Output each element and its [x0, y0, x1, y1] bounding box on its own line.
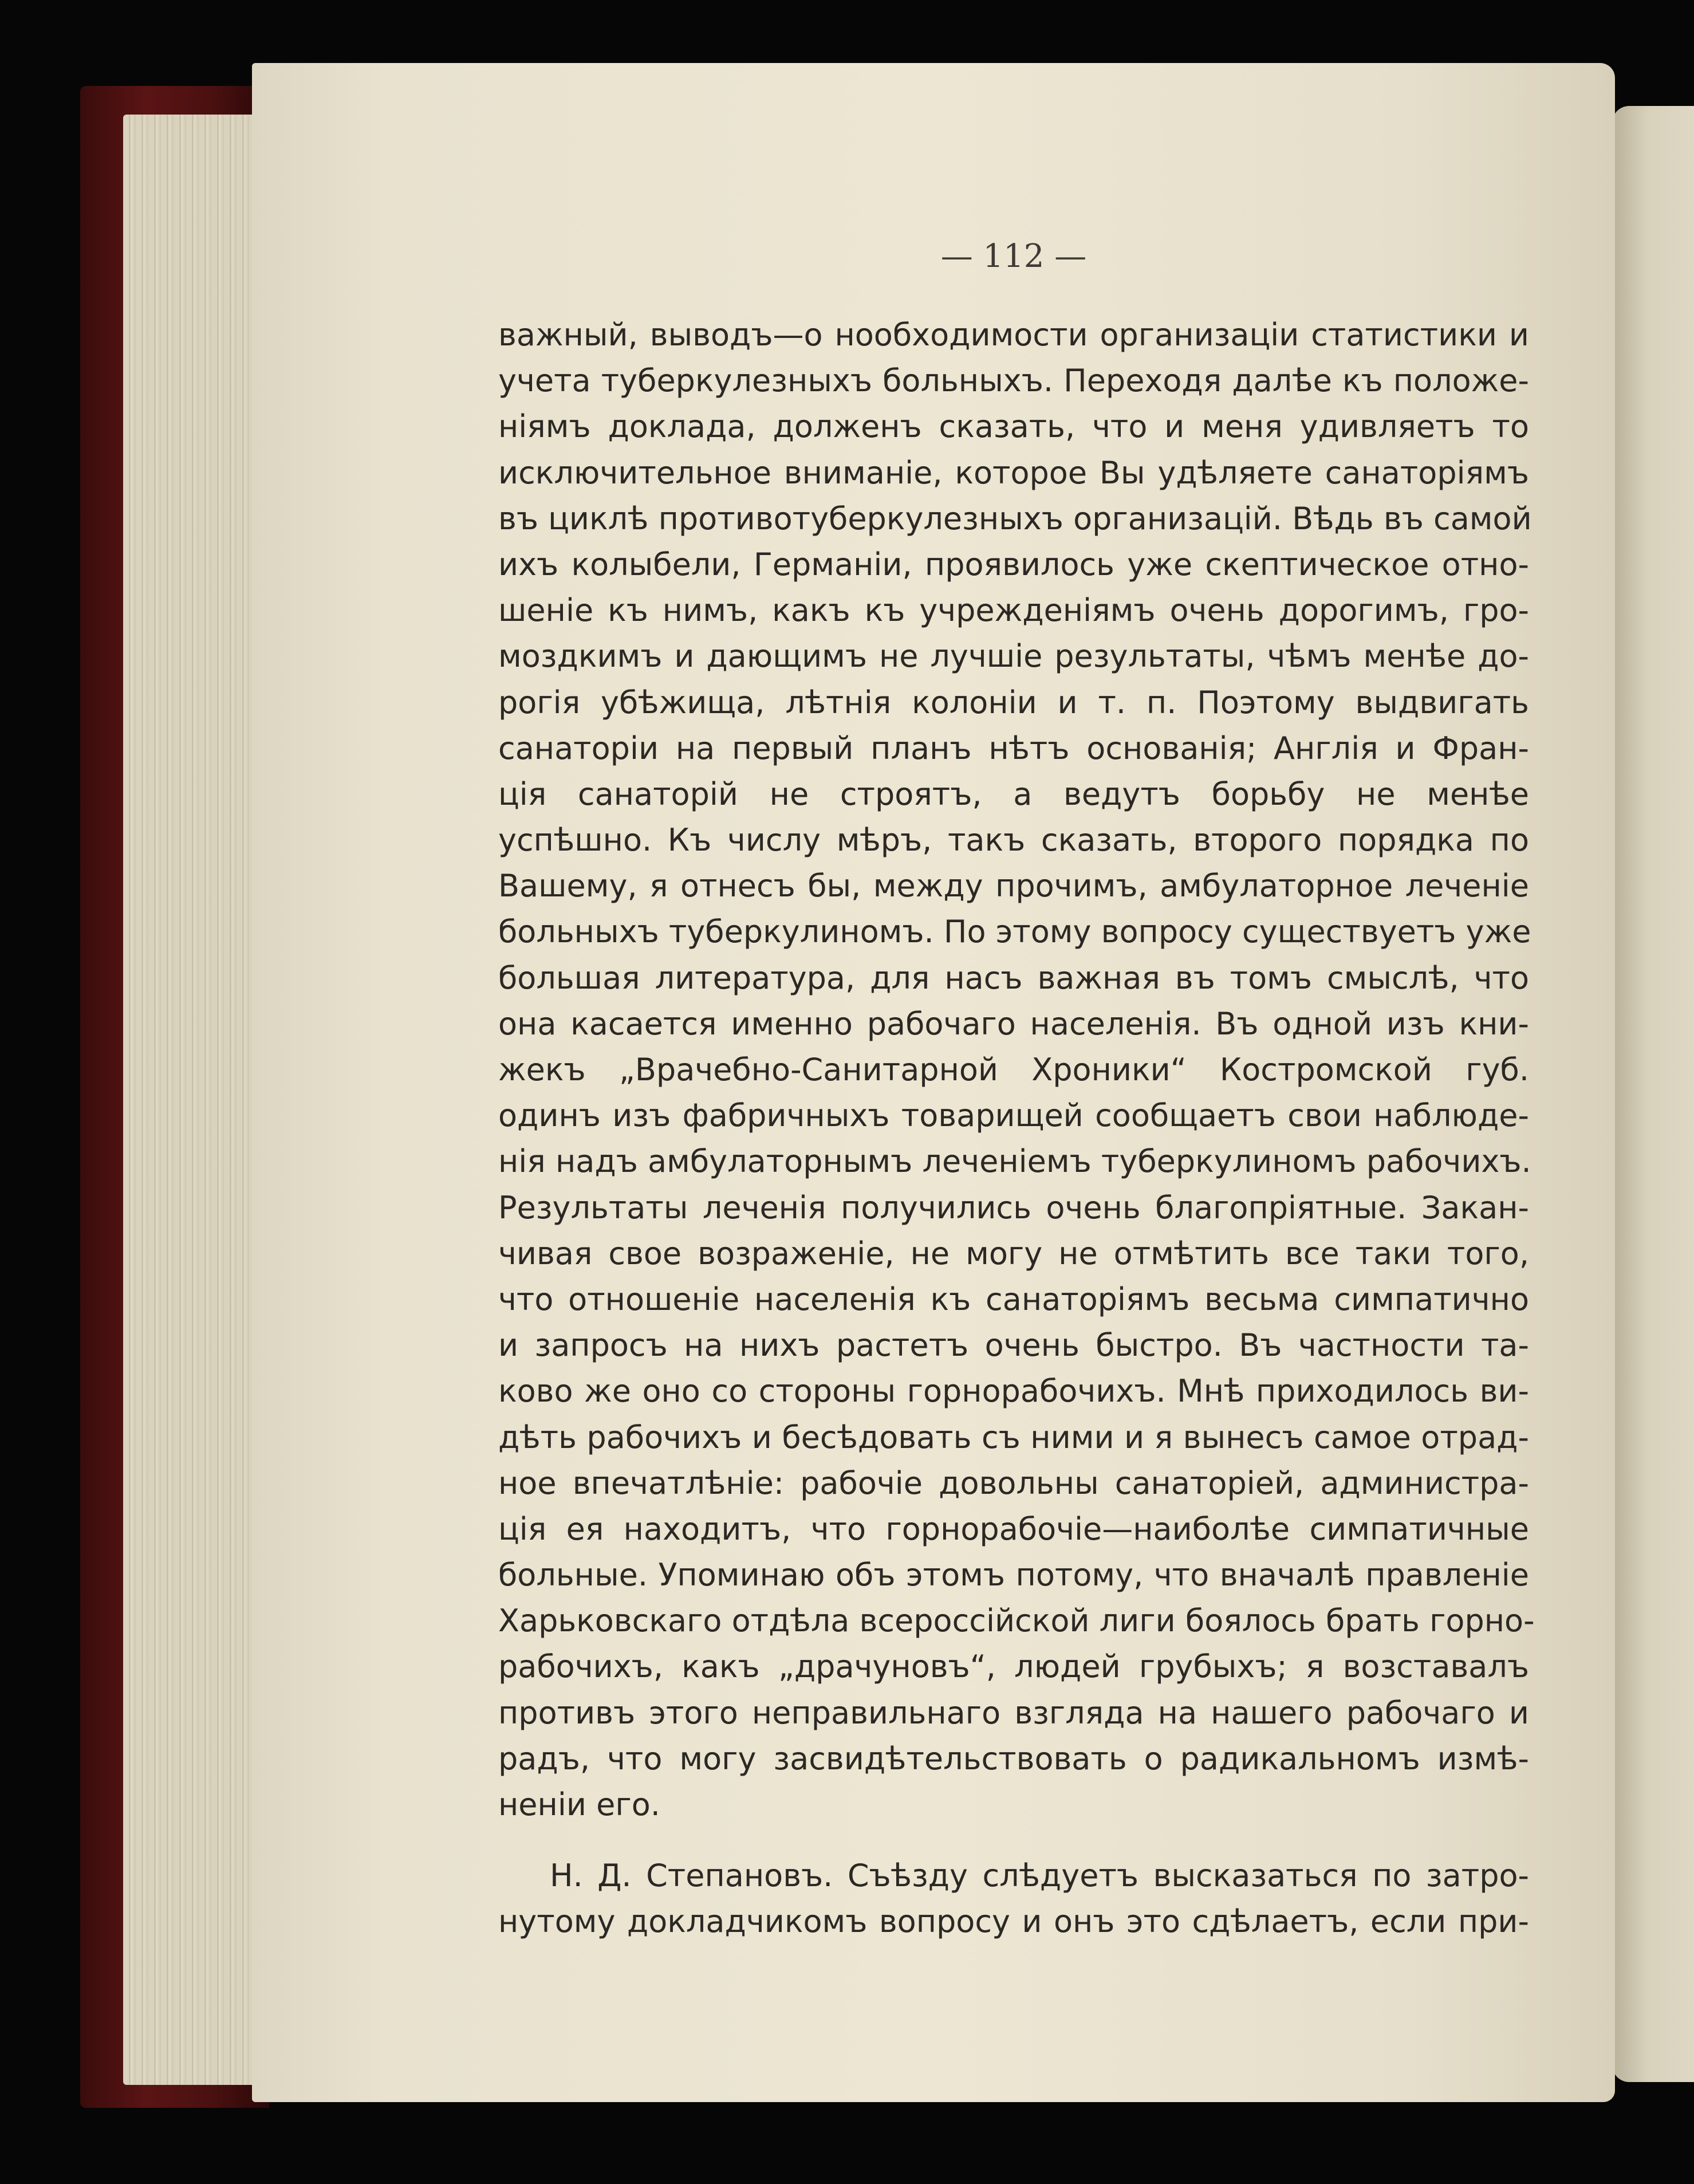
text-line: что отношеніе населенія къ санаторіямъ весьма симпатично [498, 1281, 1529, 1317]
page-number: — 112 — [940, 238, 1087, 275]
text-line: и запросъ на нихъ растетъ очень быстро. Въ частности та- [498, 1327, 1529, 1364]
text-line: рабочихъ, какъ „драчуновъ“, людей грубыхъ; я возставалъ [498, 1648, 1529, 1685]
text-line: жекъ „Врачебно-Санитарной Хроники“ Костромской губ. [498, 1052, 1529, 1088]
text-line: успѣшно. Къ числу мѣръ, такъ сказать, второго порядка по [498, 822, 1529, 859]
page-text [498, 312, 1535, 1945]
text-line: нія надъ амбулаторнымъ леченіемъ туберкулиномъ рабочихъ. [498, 1143, 1531, 1180]
text-line: Результаты леченія получились очень благопріятные. Закан- [498, 1189, 1529, 1226]
text-line: одинъ изъ фабричныхъ товарищей сообщаетъ свои наблюде- [498, 1097, 1529, 1134]
text-line: учета туберкулезныхъ больныхъ. Переходя далѣе къ положе- [498, 363, 1529, 399]
text-line: ное впечатлѣніе: рабочіе довольны санаторіей, администра- [498, 1465, 1529, 1501]
paragraph-speaker-line: Н. Д. Степановъ. Съѣзду слѣдуетъ высказаться по затро- [550, 1858, 1529, 1894]
text-line: Вашему, я отнесъ бы, между прочимъ, амбулаторное леченіе [498, 868, 1529, 904]
text-line: ція санаторій не строятъ, а ведутъ борьбу не менѣе [498, 776, 1529, 812]
text-line: шеніе къ нимъ, какъ къ учрежденіямъ очень дорогимъ, гро- [498, 592, 1529, 629]
text-line: нутому докладчикомъ вопросу и онъ это сдѣлаетъ, если при- [498, 1903, 1529, 1940]
text-line: исключительное вниманіе, которое Вы удѣляете санаторіямъ [498, 454, 1529, 491]
text-line: ково же оно со стороны горнорабочихъ. Мнѣ приходилось ви- [498, 1373, 1529, 1410]
text-line: моздкимъ и дающимъ не лучшіе результаты, чѣмъ менѣе до- [498, 638, 1529, 675]
text-line: большая литература, для насъ важная въ томъ смыслѣ, что [498, 959, 1529, 996]
text-line: больныхъ туберкулиномъ. По этому вопросу существуетъ уже [498, 914, 1531, 950]
text-line: она касается именно рабочаго населенія. Въ одной изъ кни- [498, 1005, 1529, 1042]
text-line: важный, выводъ—о нообходимости организаціи статистики и [498, 317, 1529, 353]
text-line: дѣть рабочихъ и бесѣдовать съ ними и я вынесъ самое отрад- [498, 1419, 1529, 1455]
text-line: радъ, что могу засвидѣтельствовать о радикальномъ измѣ- [498, 1740, 1529, 1777]
text-line: чивая свое возраженіе, не могу не отмѣтить все таки того, [498, 1235, 1529, 1272]
text-line: ихъ колыбели, Германіи, проявилось уже скептическое отно- [498, 546, 1529, 583]
text-line: рогія убѣжища, лѣтнія колоніи и т. п. Поэтому выдвигать [498, 684, 1529, 721]
text-line: ція ея находитъ, что горнорабочіе—наиболѣе симпатичные [498, 1510, 1529, 1547]
text-line: санаторіи на первый планъ нѣтъ основанія; Англія и Фран- [498, 730, 1529, 766]
next-page-edge [1612, 106, 1694, 2082]
text-line-last: неніи его. [498, 1786, 660, 1823]
text-line: больные. Упоминаю объ этомъ потому, что вначалѣ правленіе [498, 1557, 1529, 1593]
text-line: Харьковскаго отдѣла всероссійской лиги боялось брать горно- [498, 1603, 1535, 1639]
text-line: ніямъ доклада, долженъ сказать, что и меня удивляетъ то [498, 408, 1529, 445]
text-line: противъ этого неправильнаго взгляда на нашего рабочаго и [498, 1694, 1529, 1731]
text-line: въ циклѣ противотуберкулезныхъ организацій. Вѣдь въ самой [498, 500, 1532, 537]
